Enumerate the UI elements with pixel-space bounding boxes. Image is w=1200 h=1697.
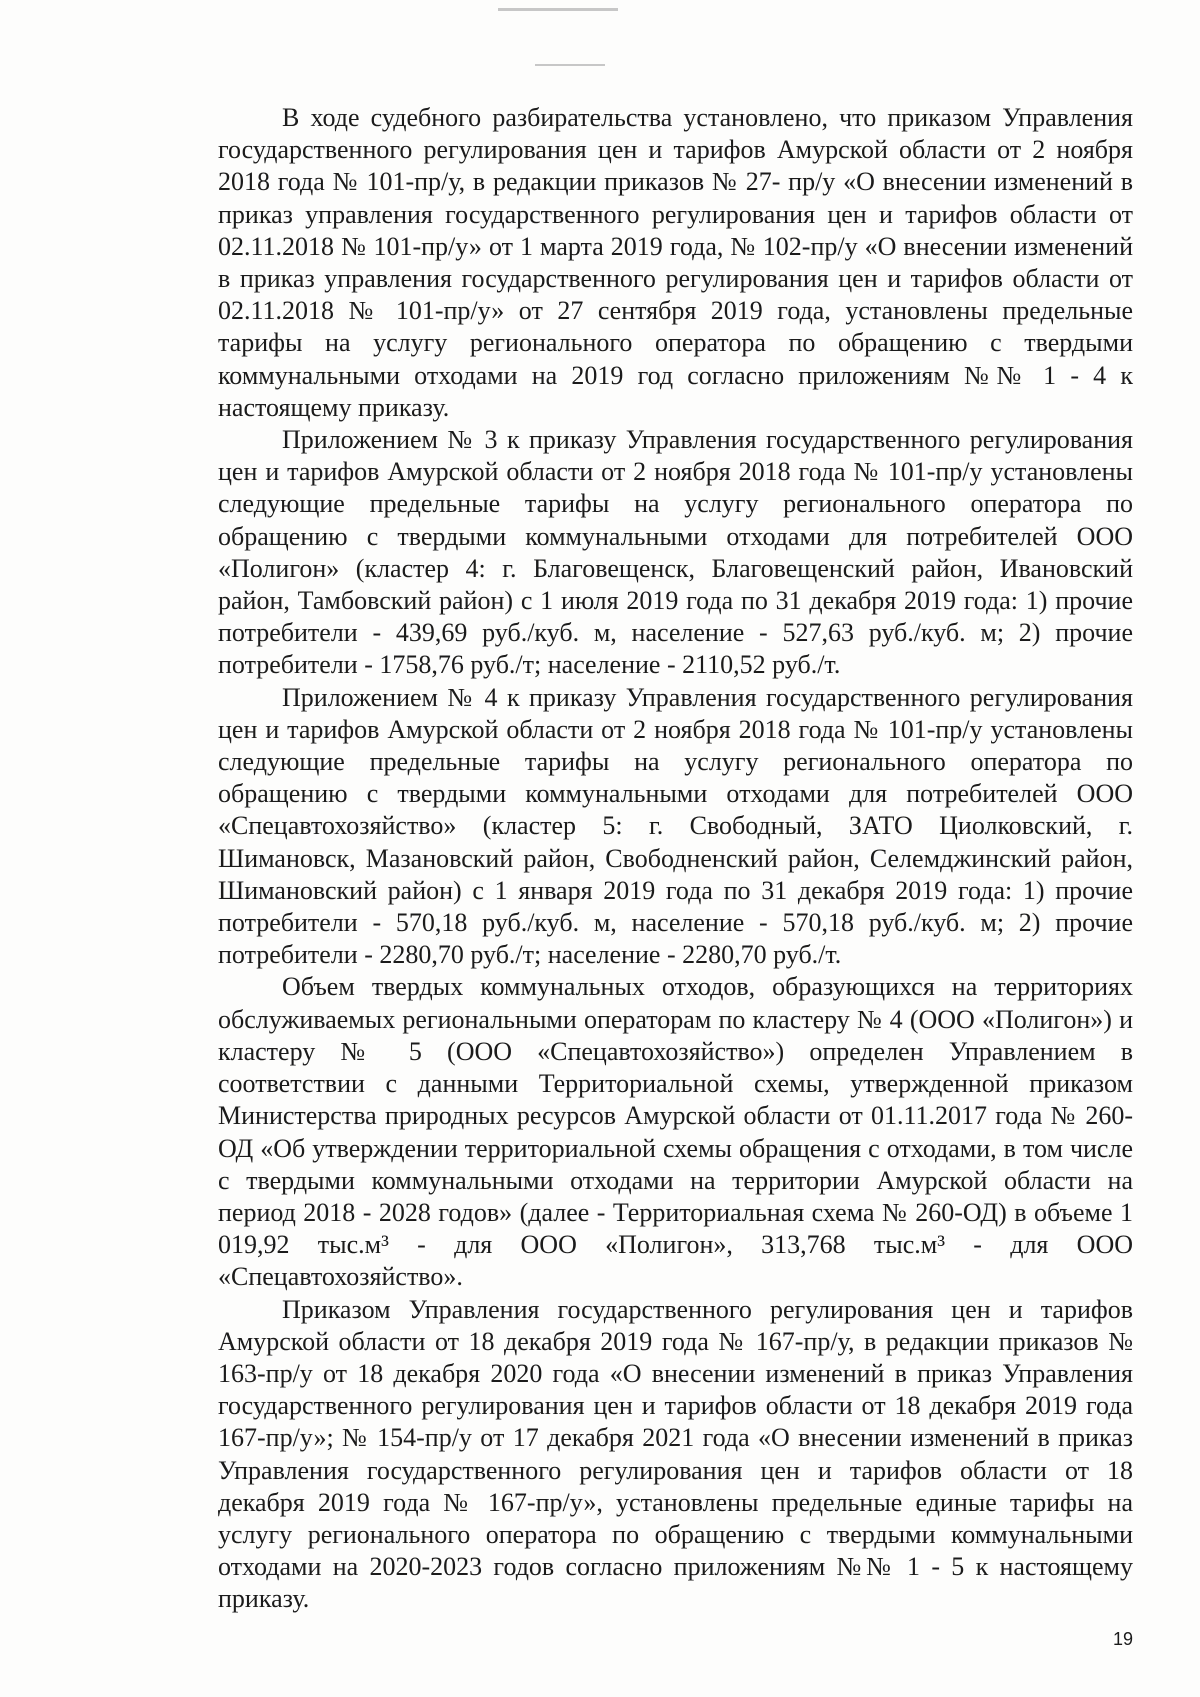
paragraph-1: В ходе судебного разбирательства установлено, что приказом Управления государственного регулирования цен и тарифов Амурской области от 2 ноября 2018 года № 101-пр/у, в редакции приказов № 27- пр/у «О внесении изменений в приказ управления государственного регулирования цен и тарифов области от 02.11.2018 № 101-пр/у» от 1 марта 2019 года, № 102-пр/у «О внесении изменений в приказ управления государственного регулирования цен и тарифов области от 02.11.2018 № 101-пр/у» от 27 сентября 2019 года, установлены предельные тарифы на услугу регионального оператора по обращению с твердыми коммунальными отходами на 2019 год согласно приложениям №№ 1 - 4 к настоящему приказу. xyxy=(218,103,1133,422)
document-body xyxy=(218,102,1133,1616)
page-number: 19 xyxy=(1113,1629,1134,1649)
scan-artifact-top-small xyxy=(535,64,605,66)
scan-artifact-top xyxy=(498,8,618,11)
paragraph-5: Приказом Управления государственного регулирования цен и тарифов Амурской области от 18 декабря 2019 года № 167-пр/у, в редакции приказов № 163-пр/у от 18 декабря 2020 года «О внесении изменений в приказ Управления государственного регулирования цен и тарифов области от 18 декабря 2019 года 167-пр/у»; № 154-пр/у от 17 декабря 2021 года «О внесении изменений в приказ Управления государственного регулирования цен и тарифов области от 18 декабря 2019 года № 167-пр/у», установлены предельные единые тарифы на услугу регионального оператора по обращению с твердыми коммунальными отходами на 2020-2023 годов согласно приложениям №№ 1 - 5 к настоящему приказу. xyxy=(218,1294,1133,1614)
paragraph-3: Приложением № 4 к приказу Управления государственного регулирования цен и тарифов Амурской области от 2 ноября 2018 года № 101-пр/у установлены следующие предельные тарифы на услугу регионального оператора по обращению с твердыми коммунальными отходами для потребителей ООО «Спецавтохозяйство» (кластер 5: г. Свободный, ЗАТО Циолковский, г. Шимановск, Мазановский район, Свободненский район, Селемджинский район, Шимановский район) с 1 января 2019 года по 31 декабря 2019 года: 1) прочие потребители - 570,18 руб./куб. м, население - 570,18 руб./куб. м; 2) прочие потребители - 2280,70 руб./т; население - 2280,70 руб./т. xyxy=(218,682,1133,970)
paragraph-4: Объем твердых коммунальных отходов, образующихся на территориях обслуживаемых региональными операторам по кластеру № 4 (ООО «Полигон») и кластеру № 5 (ООО «Спецавтохозяйство») определен Управлением в соответствии с данными Территориальной схемы, утвержденной приказом Министерства природных ресурсов Амурской области от 01.11.2017 года № 260-ОД «Об утверждении территориальной схемы обращения с отходами, в том числе с твердыми коммунальными отходами на территории Амурской области на период 2018 - 2028 годов» (далее - Территориальная схема № 260-ОД) в объеме 1 019,92 тыс.м³ - для ООО «Полигон», 313,768 тыс.м³ - для ООО «Спецавтохозяйство». xyxy=(218,972,1133,1292)
paragraph-2: Приложением № 3 к приказу Управления государственного регулирования цен и тарифов Амурской области от 2 ноября 2018 года № 101-пр/у установлены следующие предельные тарифы на услугу регионального оператора по обращению с твердыми коммунальными отходами для потребителей ООО «Полигон» (кластер 4: г. Благовещенск, Благовещенский район, Ивановский район, Тамбовский район) с 1 июля 2019 года по 31 декабря 2019 года: 1) прочие потребители - 439,69 руб./куб. м, население - 527,63 руб./куб. м; 2) прочие потребители - 1758,76 руб./т; население - 2110,52 руб./т. xyxy=(218,425,1133,680)
